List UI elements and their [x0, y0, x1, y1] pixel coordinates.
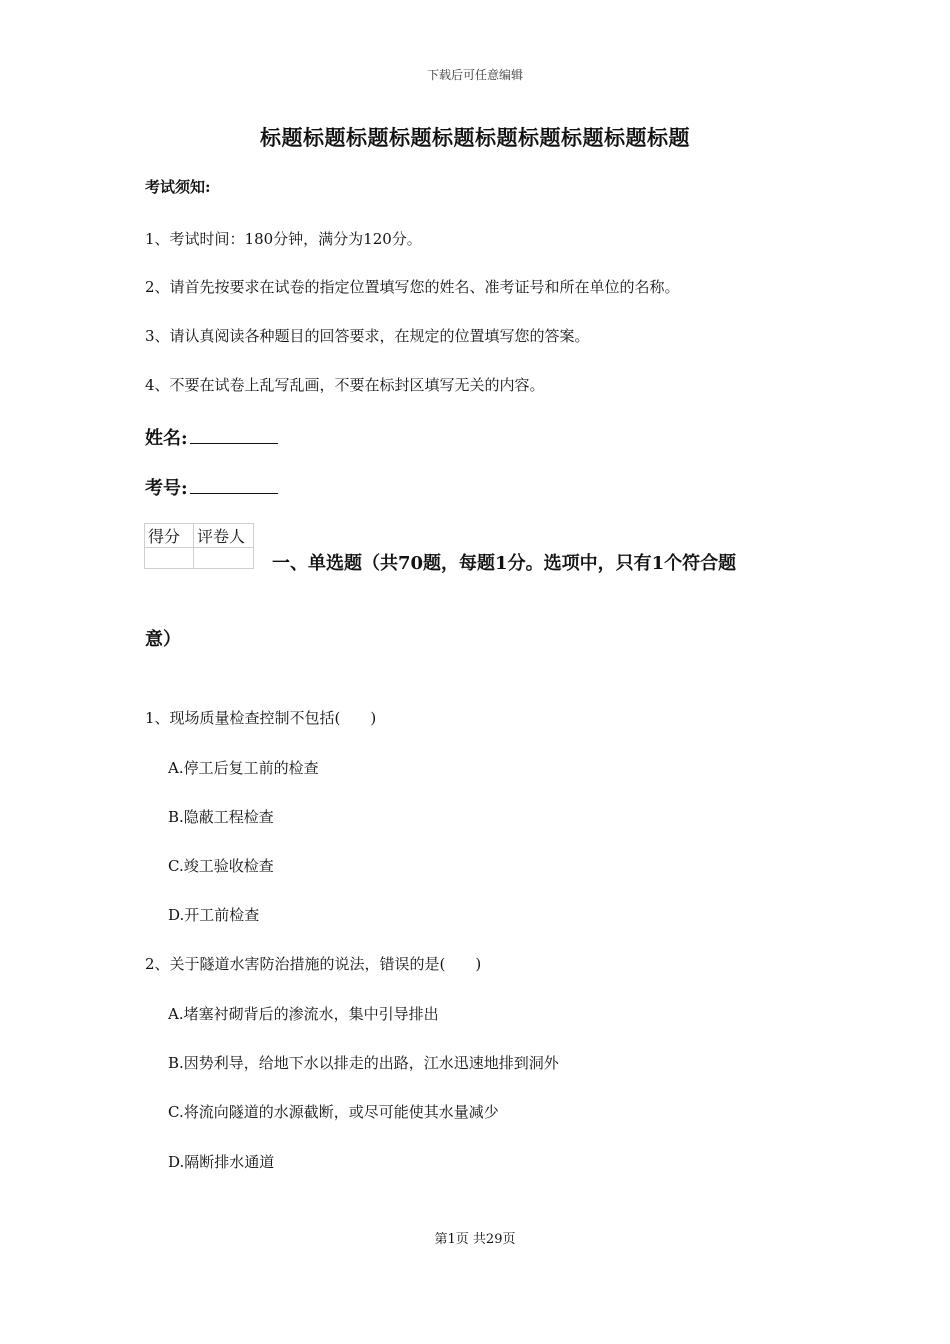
question-2-stem: 2、关于隧道水害防治措施的说法，错误的是( ): [145, 955, 482, 973]
section-heading-continued: 意）: [145, 629, 181, 650]
notice-rule-3: 3、请认真阅读各种题目的回答要求，在规定的位置填写您的答案。: [145, 327, 590, 345]
question-2-option-a: A.堵塞衬砌背后的渗流水，集中引导排出: [168, 1005, 439, 1023]
name-field: [145, 424, 278, 450]
question-1-option-b: B.隐蔽工程检查: [168, 808, 274, 826]
question-1-option-a: A.停工后复工前的检查: [168, 759, 319, 777]
id-blank-line[interactable]: [190, 475, 278, 494]
page-footer: 第1页 共29页: [434, 1232, 516, 1247]
section-heading: 一、单选题（共70题，每题1分。选项中，只有1个符合题: [272, 553, 737, 574]
notice-rule-4: 4、不要在试卷上乱写乱画，不要在标封区填写无关的内容。: [145, 376, 545, 394]
question-1-option-d: D.开工前检查: [168, 906, 260, 924]
id-field: [145, 474, 278, 500]
name-label: 姓名:: [145, 428, 188, 449]
grader-header: 评卷人: [194, 524, 254, 548]
grader-cell[interactable]: [194, 548, 254, 569]
name-blank-line[interactable]: [190, 425, 278, 444]
header-note: 下载后可任意编辑: [426, 68, 523, 82]
question-2-option-b: B.因势利导，给地下水以排走的出路，江水迅速地排到洞外: [168, 1054, 559, 1072]
notice-rule-1: 1、考试时间：180分钟，满分为120分。: [145, 230, 422, 248]
score-header: 得分: [145, 524, 194, 548]
question-2-option-d: D.隔断排水通道: [168, 1153, 275, 1171]
id-label: 考号:: [145, 478, 188, 499]
question-2-option-c: C.将流向隧道的水源截断，或尽可能使其水量减少: [168, 1103, 499, 1121]
question-1-option-c: C.竣工验收检查: [168, 857, 274, 875]
notice-rule-2: 2、请首先按要求在试卷的指定位置填写您的姓名、准考证号和所在单位的名称。: [145, 278, 680, 296]
score-box: [144, 523, 254, 569]
notice-heading: 考试须知:: [145, 178, 211, 196]
question-1-stem: 1、现场质量检查控制不包括( ): [145, 709, 377, 727]
document-title: 标题标题标题标题标题标题标题标题标题标题: [260, 125, 690, 150]
score-cell[interactable]: [145, 548, 194, 569]
